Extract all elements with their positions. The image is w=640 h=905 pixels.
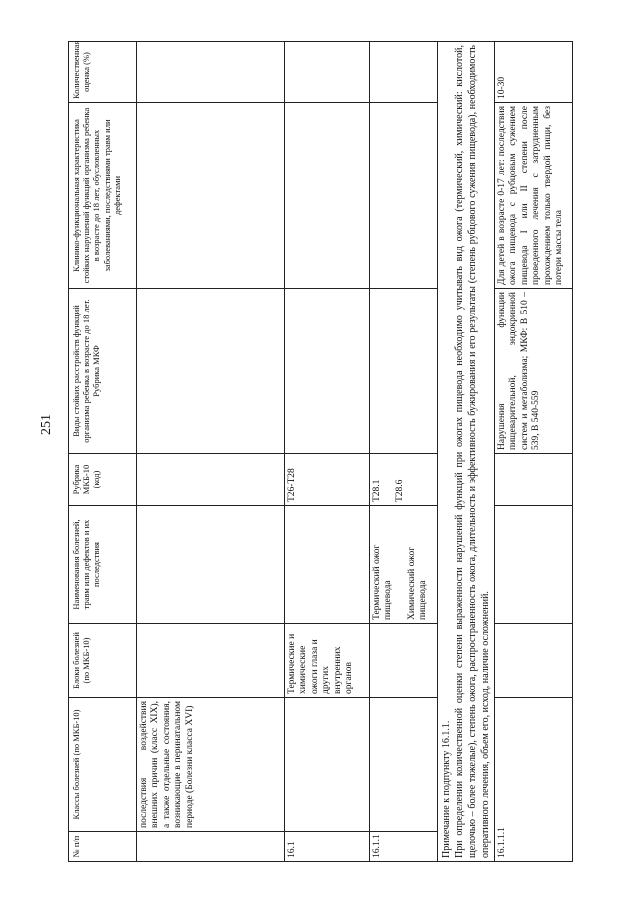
rubric-code-cell <box>370 454 438 506</box>
header-num: № п/п <box>69 832 137 862</box>
row-number: 16.1.1 <box>370 832 438 862</box>
disease-name-cell <box>370 506 438 624</box>
table-header-row <box>69 42 137 862</box>
rotated-table-sheet <box>68 42 598 862</box>
header-blocks: Блоки болезней (по МКБ-10) <box>69 624 137 698</box>
table-row <box>137 42 285 862</box>
impairment-types: Нарушения функции пищеварительной, эндокринной систем и метаболизма; МКФ: B 510 – 539, B 540-559 <box>495 289 573 454</box>
header-names: Наименования болезней, травм или дефектов и их последствия <box>69 506 137 624</box>
header-classes: Классы болезней (по МКБ-10) <box>69 698 137 832</box>
table-row <box>495 42 573 862</box>
disease-name: Химический ожог пищевода <box>406 546 429 620</box>
note-text: При определении количественной оценки степени выраженности нарушений функций при ожогах пищевода необходимо учитывать вид ожога (термический, химический: кислотой, щелочью – более тяжелые), степень ожога, распространенность ожога, длительность и эффективность бужирования и его результаты (степень рубцового сужения пищевода), необходимость оперативного лечения, объем его, исход, наличие осложнений. <box>454 45 491 858</box>
class-description: последствия воздействия внешних причин (класс XIX), а также отдельные состояния, возникающие в перинатальном периоде (Болезни класса XVI) <box>137 698 285 832</box>
block-name: Термические и химические ожоги глаза и других внутренних органов <box>285 624 370 698</box>
table-row <box>370 42 438 862</box>
rubric-code: T28.6 <box>395 479 406 502</box>
row-number: 16.1 <box>285 832 370 862</box>
disease-name: Термический ожог пищевода <box>372 544 394 620</box>
note-row <box>438 42 495 862</box>
disability-criteria-table <box>68 41 573 862</box>
rubric-code: T28.1 <box>372 479 382 502</box>
quantitative-score: 10-30 <box>495 42 573 103</box>
header-types: Виды стойких расстройств функций организма ребенка в возрасте до 18 лет. Рубрика МКФ <box>69 289 137 454</box>
note-title: Примечание к подпункту 16.1.1. <box>441 720 452 858</box>
rubric-code: T26-T28 <box>285 454 370 506</box>
row-number: 16.1.1.1 <box>495 698 573 862</box>
header-rubric: Рубрика МКБ-10 (код) <box>69 454 137 506</box>
clinical-characteristic: Для детей в возрасте 0-17 лет: последствия ожога пищевода с рубцовым сужением пищевода I или II степени после проведенного лечения с затрудненным прохождением только твердой пищи, без потери массы тела <box>495 103 573 289</box>
page-number: 251 <box>39 414 54 435</box>
header-score: Количественная оценка (%) <box>69 42 137 103</box>
table-row <box>285 42 370 862</box>
header-characteristic: Клинико-функциональная характеристика стойких нарушений функций организма ребенка в возрасте до 18 лет, обусловленных заболеваниями, последствиями травм или дефектами <box>69 103 137 289</box>
